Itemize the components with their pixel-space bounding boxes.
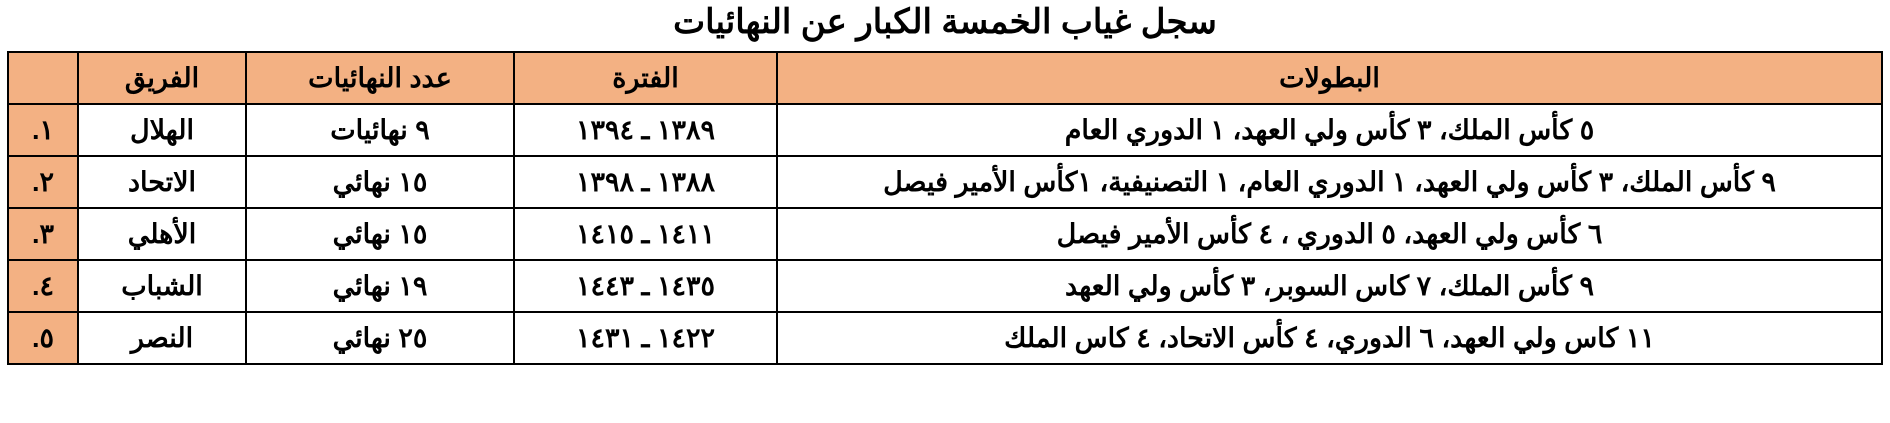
cell-finals-count: ١٥ نهائي (246, 208, 514, 260)
cell-team: الشباب (78, 260, 246, 312)
cell-period: ١٤٢٢ ـ ١٤٣١ (514, 312, 777, 364)
column-header-titles: البطولات (777, 52, 1882, 104)
table-row (8, 312, 1882, 364)
table-body (8, 104, 1882, 364)
cell-titles: ١١ كاس ولي العهد، ٦ الدوري، ٤ كأس الاتحاد، ٤ كاس الملك (777, 312, 1882, 364)
cell-finals-count: ١٩ نهائي (246, 260, 514, 312)
finals-absence-table (7, 51, 1883, 365)
table-header (8, 52, 1882, 104)
cell-finals-count: ٢٥ نهائي (246, 312, 514, 364)
cell-team: الهلال (78, 104, 246, 156)
cell-team: النصر (78, 312, 246, 364)
table-row (8, 260, 1882, 312)
cell-index: ٢. (8, 156, 78, 208)
cell-titles: ٦ كأس ولي العهد، ٥ الدوري ، ٤ كأس الأمير فيصل (777, 208, 1882, 260)
cell-finals-count: ٩ نهائيات (246, 104, 514, 156)
cell-period: ١٤١١ ـ ١٤١٥ (514, 208, 777, 260)
table-row (8, 208, 1882, 260)
page-title: سجل غياب الخمسة الكبار عن النهائيات (673, 3, 1217, 41)
cell-finals-count: ١٥ نهائي (246, 156, 514, 208)
cell-team: الاتحاد (78, 156, 246, 208)
cell-index: ١. (8, 104, 78, 156)
cell-index: ٤. (8, 260, 78, 312)
cell-index: ٥. (8, 312, 78, 364)
table-row (8, 156, 1882, 208)
document-page (0, 4, 1890, 423)
column-header-index (8, 52, 78, 104)
cell-period: ١٣٨٨ ـ ١٣٩٨ (514, 156, 777, 208)
cell-titles: ٩ كأس الملك، ٣ كأس ولي العهد، ١ الدوري العام، ١ التصنيفية، ١كأس الأمير فيصل (777, 156, 1882, 208)
cell-period: ١٣٨٩ ـ ١٣٩٤ (514, 104, 777, 156)
column-header-team: الفريق (78, 52, 246, 104)
cell-period: ١٤٣٥ ـ ١٤٤٣ (514, 260, 777, 312)
column-header-period: الفترة (514, 52, 777, 104)
table-row (8, 104, 1882, 156)
cell-index: ٣. (8, 208, 78, 260)
cell-team: الأهلي (78, 208, 246, 260)
header-row (8, 52, 1882, 104)
column-header-finals-count: عدد النهائيات (246, 52, 514, 104)
cell-titles: ٩ كأس الملك، ٧ كاس السوبر، ٣ كأس ولي العهد (777, 260, 1882, 312)
cell-titles: ٥ كأس الملك، ٣ كأس ولي العهد، ١ الدوري العام (777, 104, 1882, 156)
